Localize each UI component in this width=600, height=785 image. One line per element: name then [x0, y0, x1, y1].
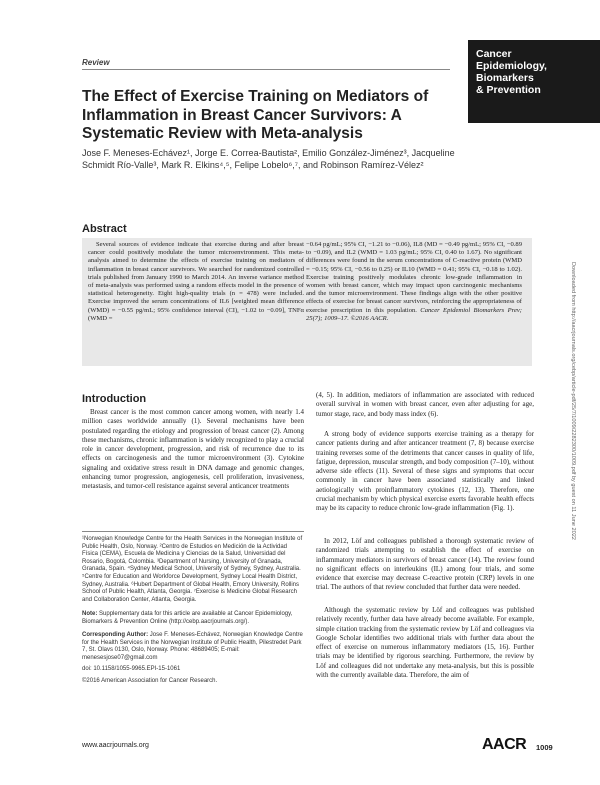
footnote-rule	[82, 531, 304, 532]
body-paragraph-1: (4, 5). In addition, mediators of inflammation are associated with reduced overall survival in women with breast cancer, even after adjusting for age, tumor stage, race, and body mass index (6).	[316, 391, 534, 418]
abstract-right-column	[306, 241, 522, 323]
corresponding-author	[82, 632, 304, 662]
abstract-citation: Cancer Epidemiol Biomarkers Prev; 25(7); 1009–17. ©2016 AACR.	[306, 306, 522, 322]
journal-name: Cancer Epidemiology, Biomarkers & Prevention	[476, 48, 547, 96]
corr-label: Corresponding Author:	[82, 632, 149, 638]
doi-line: doi: 10.1158/1055-9965.EPI-15-1061	[82, 666, 181, 672]
body-paragraph-4: Although the systematic review by Löf and colleagues was published relatively recently, further data have already become available. For example, simple citation tracking from the systematic review by Löf and colleagues via Google Scholar identifies two additional trials with further data about the effect of exercise on numerous inflammatory mediators (15, 16). Further trials may be identified by rigorous searching. Furthermore, the review by Löf and colleagues did not undertake any meta-analysis, but this is possible with the currently available data. Therefore, the aim of	[316, 606, 534, 680]
article-title: The Effect of Exercise Training on Mediators of Inflammation in Breast Cancer Survivors: A Systematic Review with Meta-analysis	[82, 88, 429, 142]
supplementary-note	[82, 611, 304, 626]
section-label: Review	[82, 58, 110, 67]
note-label: Note:	[82, 611, 98, 617]
introduction-heading: Introduction	[82, 393, 147, 405]
abstract-heading: Abstract	[82, 223, 127, 235]
footer-url[interactable]: www.aacrjournals.org	[82, 742, 149, 749]
note-text: Supplementary data for this article are available at Cancer Epidemiology, Biomarkers & Prevention Online (http://cebp.aacrjournals.org/).	[82, 611, 293, 625]
corr-text: Jose F. Meneses-Echávez, Norwegian Knowledge Centre for the Health Services in the Norwegian Institute of Public Health, Pilestredet Park 7, St. Olavs 0130, Oslo, Norway. Phone: 48689405; E-mail: menesesjose07@gmail.com	[82, 632, 303, 661]
body-paragraph-3: In 2012, Löf and colleagues published a thorough systematic review of randomized trials attempting to establish the effect of exercise on inflammatory mediators in survivors of breast cancer (14). The review found no significant effects on interleukins (IL) among four trials, and some evidence that exercise may decrease C-reactive protein (CRP) levels in one trial. The authors of that review concluded that further data were needed.	[316, 537, 534, 592]
page-number: 1009	[536, 743, 553, 752]
author-list: Jose F. Meneses-Echávez¹, Jorge E. Correa-Bautista², Emilio González-Jiménez³, Jacqueline Schmidt Río-Valle³, Mark R. Elkins⁴,⁵, Felipe Lobelo⁶,⁷, and Robinson Ramírez-Vélez²	[82, 148, 455, 171]
introduction-paragraph: Breast cancer is the most common cancer among women, with nearly 1.4 million cases worldwide annually (1). Several mechanisms have been postulated regarding the etiology and progression of breast cancer (2). Among these mechanisms, chronic inflammation is widely recognized to play a crucial role in cancer development, progression, and risk of recurrence due to its effects on carcinogenesis and the tumor microenvironment (3). Cytokine signaling and oxidative stress result in DNA damage and genomic changes, enhancing tumor progression, angiogenesis, cell proliferation, invasiveness, metastasis, and tumor-cell resistance against several anticancer treatments	[82, 408, 304, 491]
copyright-line: ©2016 American Association for Cancer Research.	[82, 678, 218, 684]
body-paragraph-2: A strong body of evidence supports exercise training as a therapy for cancer patients during and after anticancer treatment (7, 8) because exercise training reverses some of the detriments that cancer causes in quality of life, fatigue, depression, muscular strength, and body composition (7–10), without adverse side effects (11). Several of these signs and symptoms that occur commonly in cancer have been associated statistically and linked aetiologically with proinflammatory cytokines (12, 13). Therefore, one crucial mechanism by which physical exercise exerts favorable health effects may be its capacity to reduce chronic low-grade inflammation (Fig. 1).	[316, 430, 534, 513]
download-side-note: Downloaded from http://aacrjournals.org/cebp/article-pdf/25/7/1009/2282300/1009.pdf by guest on 11 June 2022	[570, 262, 576, 540]
aacr-logo: AACR	[482, 736, 527, 753]
abstract-right-text: −0.64 pg/mL; 95% CI, −1.21 to −0.06), IL8 (MD = −0.49 pg/mL; 95% CI, −0.89 to −0.09), and IL2 (WMD = 1.03 pg/mL; 95% CI, 0.40 to 1.67). No significant differences were found in the serum concentrations of C-reactive protein (WMD = −0.15; 95% CI, −0.56 to 0.25) or IL10 (WMD = 0.41; 95% CI, −0.18 to 1.02). Exercise training positively modulates chronic low-grade inflammation in women with breast cancer, which may impact upon carcinogenic mechanisms and the tumor microenvironment. These findings align with the other positive effects of exercise for breast cancer survivors, reinforcing the appropriateness of exercise prescription in this population.	[306, 241, 522, 314]
header-rule	[82, 69, 450, 70]
affiliations-footnote: ¹Norwegian Knowledge Centre for the Health Services in the Norwegian Institute of Public Health, Oslo, Norway. ²Centro de Estudios en Medición de la Actividad Física (CEMA), Escuela de Medicina y Ciencias de la Salud, Universidad del Rosario, Bogotá, Colombia. ³Department of Nursing, University of Granada, Granada, Spain. ⁴Sydney Medical School, University of Sydney, Sydney, Australia. ⁵Centre for Education and Workforce Development, Sydney Local Health District, Sydney, Australia. ⁶Hubert Department of Global Health, Emory University, Rollins School of Public Health, Atlanta, Georgia. ⁷Exercise is Medicine Global Research and Collaboration Center, Atlanta, Georgia.	[82, 536, 303, 603]
abstract-left-text: Several sources of evidence indicate that exercise during and after breast cancer could positively modulate the tumor microenvironment. This meta-analysis aimed to determine the effects of exercise training on mediators of inflammation in breast cancer survivors. We searched for randomized controlled trials published from January 1990 to March 2014. An inverse variance method of meta-analysis was performed using a random effects model in the presence of statistical heterogeneity. Eight high-quality trials (n = 478) were included. Exercise improved the serum concentrations of IL6 [weighted mean difference (WMD) = −0.55 pg/mL; 95% confidence interval (CI), −1.02 to −0.09], TNFα (WMD =	[88, 241, 304, 322]
